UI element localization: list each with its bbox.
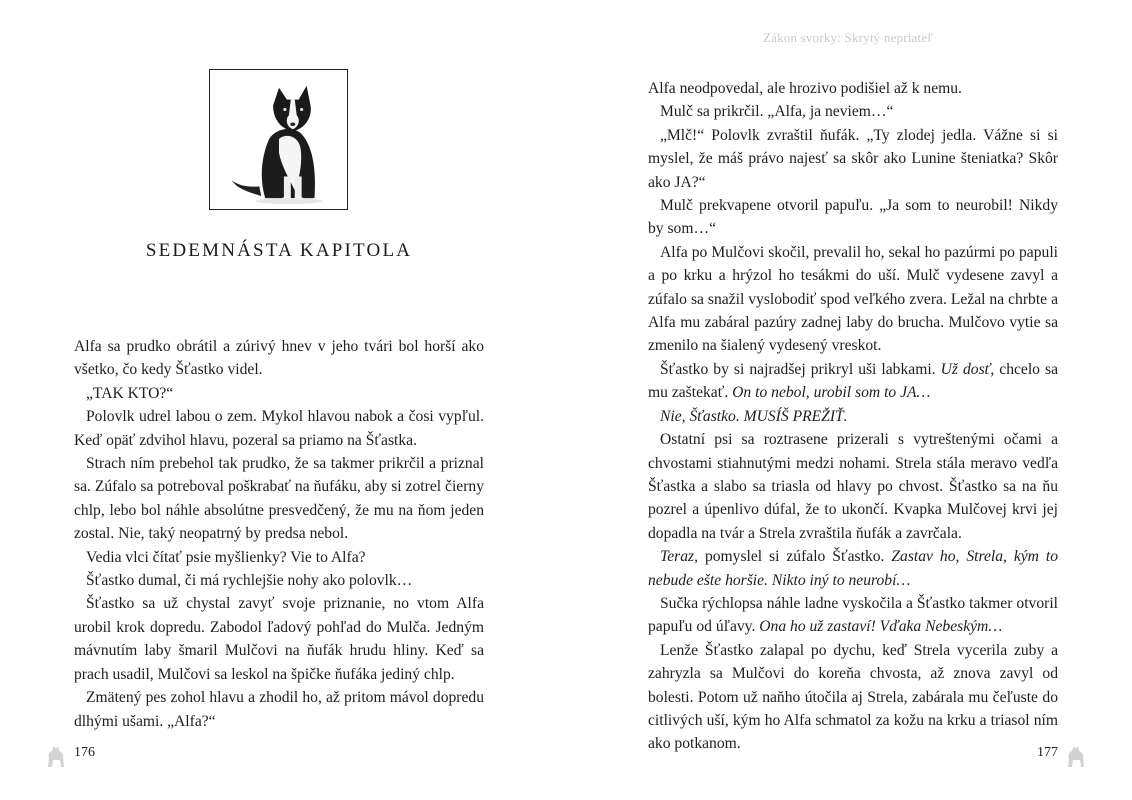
- italic-run: On to nebol, urobil som to JA…: [732, 384, 931, 402]
- italic-run: Ona ho už zastaví! Vďaka Nebeským…: [759, 618, 1003, 636]
- text-run: Šťastko sa už chystal zavyť svoje priznanie, no vtom Alfa urobil krok dopredu. Zabodol ľadový pohľad do Mulča. Jedným mávnutím laby šmaril Mulčovi na ňufák hrudu hliny. Keď sa prach usadil, Mulčovi sa leskol na špičke ňufáka jediný chlp.: [74, 595, 484, 683]
- paragraph: [648, 100, 1058, 123]
- paragraph: [648, 124, 1058, 194]
- page-number: 176: [74, 745, 95, 760]
- paragraph: [648, 77, 1058, 100]
- paragraph: [74, 452, 484, 546]
- text-run: Šťastko dumal, či má rychlejšie nohy ako polovlk…: [86, 572, 413, 590]
- paragraph: [648, 639, 1058, 756]
- paragraph: [74, 592, 484, 686]
- italic-run: Zastav ho, Strela, kým to nebude ešte horšie. Nikto iný to neurobí…: [648, 548, 1058, 589]
- text-run: „TAK KTO?“: [86, 384, 174, 402]
- text-run: Alfa sa prudko obrátil a zúrivý hnev v jeho tvári bol horší ako všetko, čo kedy Šťastko videl.: [74, 338, 484, 379]
- dog-silhouette-icon: [1064, 743, 1088, 769]
- text-run: , chcelo sa mu zaštekať.: [648, 360, 1058, 402]
- italic-run: Teraz: [660, 548, 695, 566]
- text-run: Ostatní psi sa roztrasene prizerali s vytreštenými očami a chvostami stiahnutými medzi nohami. Strela stála meravo vedľa Šťastka a slabo sa triasla od hlavy po chvost. Šťastko sa na ňu pozrel a úpenlivo dúfal, že to ukončí. Kvapka Mulčovej krvi jej dopadla na tvár a Strela zvraštila ňufák a zavrčala.: [648, 431, 1058, 542]
- text-run: Sučka rýchlopsa náhle ladne vyskočila a Šťastko takmer otvoril papuľu od úľavy.: [648, 594, 1058, 636]
- running-header: Zákon svorky: Skrytý nepriateľ: [763, 30, 933, 45]
- right-page-body: [648, 77, 1058, 756]
- border-collie-dog-icon: [210, 70, 347, 209]
- paragraph: [648, 241, 1058, 358]
- text-run: Strach ním prebehol tak prudko, že sa takmer prikrčil a priznal sa. Zúfalo sa potreboval poškrabať na ňufáku, aby si zotrel čierny chlp, lebo bol náhle absolútne presvedčený, že mu na ňom jeden zostal. Nie, taký neopatrný by predsa nebol.: [74, 455, 484, 543]
- text-run: Alfa po Mulčovi skočil, prevalil ho, sekal ho pazúrmi po papuli a po krku a hrýzol ho tesákmi do uší. Mulč vydesene zavyl a zúfalo sa snažil vyslobodiť spod veľkého zvera. Ležal na chrbte a Alfa mu zabáral pazúry zadnej laby do brucha. Mulčovo vytie sa zmenilo na šialený vydesený vreskot.: [648, 243, 1058, 355]
- paragraph: [74, 686, 484, 733]
- paragraph: [648, 405, 1058, 428]
- text-run: Mulč sa prikrčil. „Alfa, ja neviem…“: [660, 103, 894, 121]
- paragraph: [74, 382, 484, 405]
- page-number: 177: [1037, 745, 1058, 760]
- paragraph: [74, 405, 484, 452]
- text-run: Alfa neodpovedal, ale hrozivo podišiel až k nemu.: [648, 80, 962, 97]
- italic-run: Nie, Šťastko. MUSÍŠ PREŽIŤ.: [660, 407, 848, 425]
- text-run: Lenže Šťastko zalapal po dychu, keď Strela vycerila zuby a zahryzla sa Mulčovi do koreňa chvosta, až znova zavyl od bolesti. Potom už naňho útočila aj Strela, zabárala mu čeľuste do citlivých uší, kým ho Alfa schmatol za kožu na krku a triasol ním ako potkanom.: [648, 641, 1058, 753]
- left-page-body: [74, 335, 484, 733]
- dog-silhouette-icon: [44, 743, 68, 769]
- text-run: „Mlč!“ Polovlk zvraštil ňufák. „Ty zlodej jedla. Vážne si si myslel, že máš právo najesť sa skôr ako Lunine šteniatka? Skôr ako JA?“: [648, 126, 1058, 191]
- text-run: Šťastko by si najradšej prikryl uši labkami.: [660, 360, 941, 378]
- paragraph: [74, 569, 484, 592]
- text-run: Polovlk udrel labou o zem. Mykol hlavou nabok a čosi vypľul. Keď opäť zdvihol hlavu, pozeral sa priamo na Šťastka.: [74, 408, 484, 449]
- paragraph: [648, 358, 1058, 405]
- chapter-illustration: [209, 69, 348, 210]
- paragraph: [648, 194, 1058, 241]
- paragraph: [648, 592, 1058, 639]
- text-run: , pomyslel si zúfalo Šťastko.: [694, 548, 892, 566]
- italic-run: Už dosť: [940, 360, 991, 378]
- paragraph: [648, 545, 1058, 592]
- paragraph: [648, 428, 1058, 545]
- right-page: [566, 0, 1132, 800]
- text-run: Zmätený pes zohol hlavu a zhodil ho, až pritom mávol dopredu dlhými ušami. „Alfa?“: [74, 689, 484, 730]
- chapter-title: SEDEMNÁSTA KAPITOLA: [145, 240, 413, 261]
- paragraph: [74, 335, 484, 382]
- text-run: Mulč prekvapene otvoril papuľu. „Ja som to neurobil! Nikdy by som…“: [648, 197, 1058, 238]
- paragraph: [74, 546, 484, 569]
- text-run: Vedia vlci čítať psie myšlienky? Vie to Alfa?: [86, 548, 366, 566]
